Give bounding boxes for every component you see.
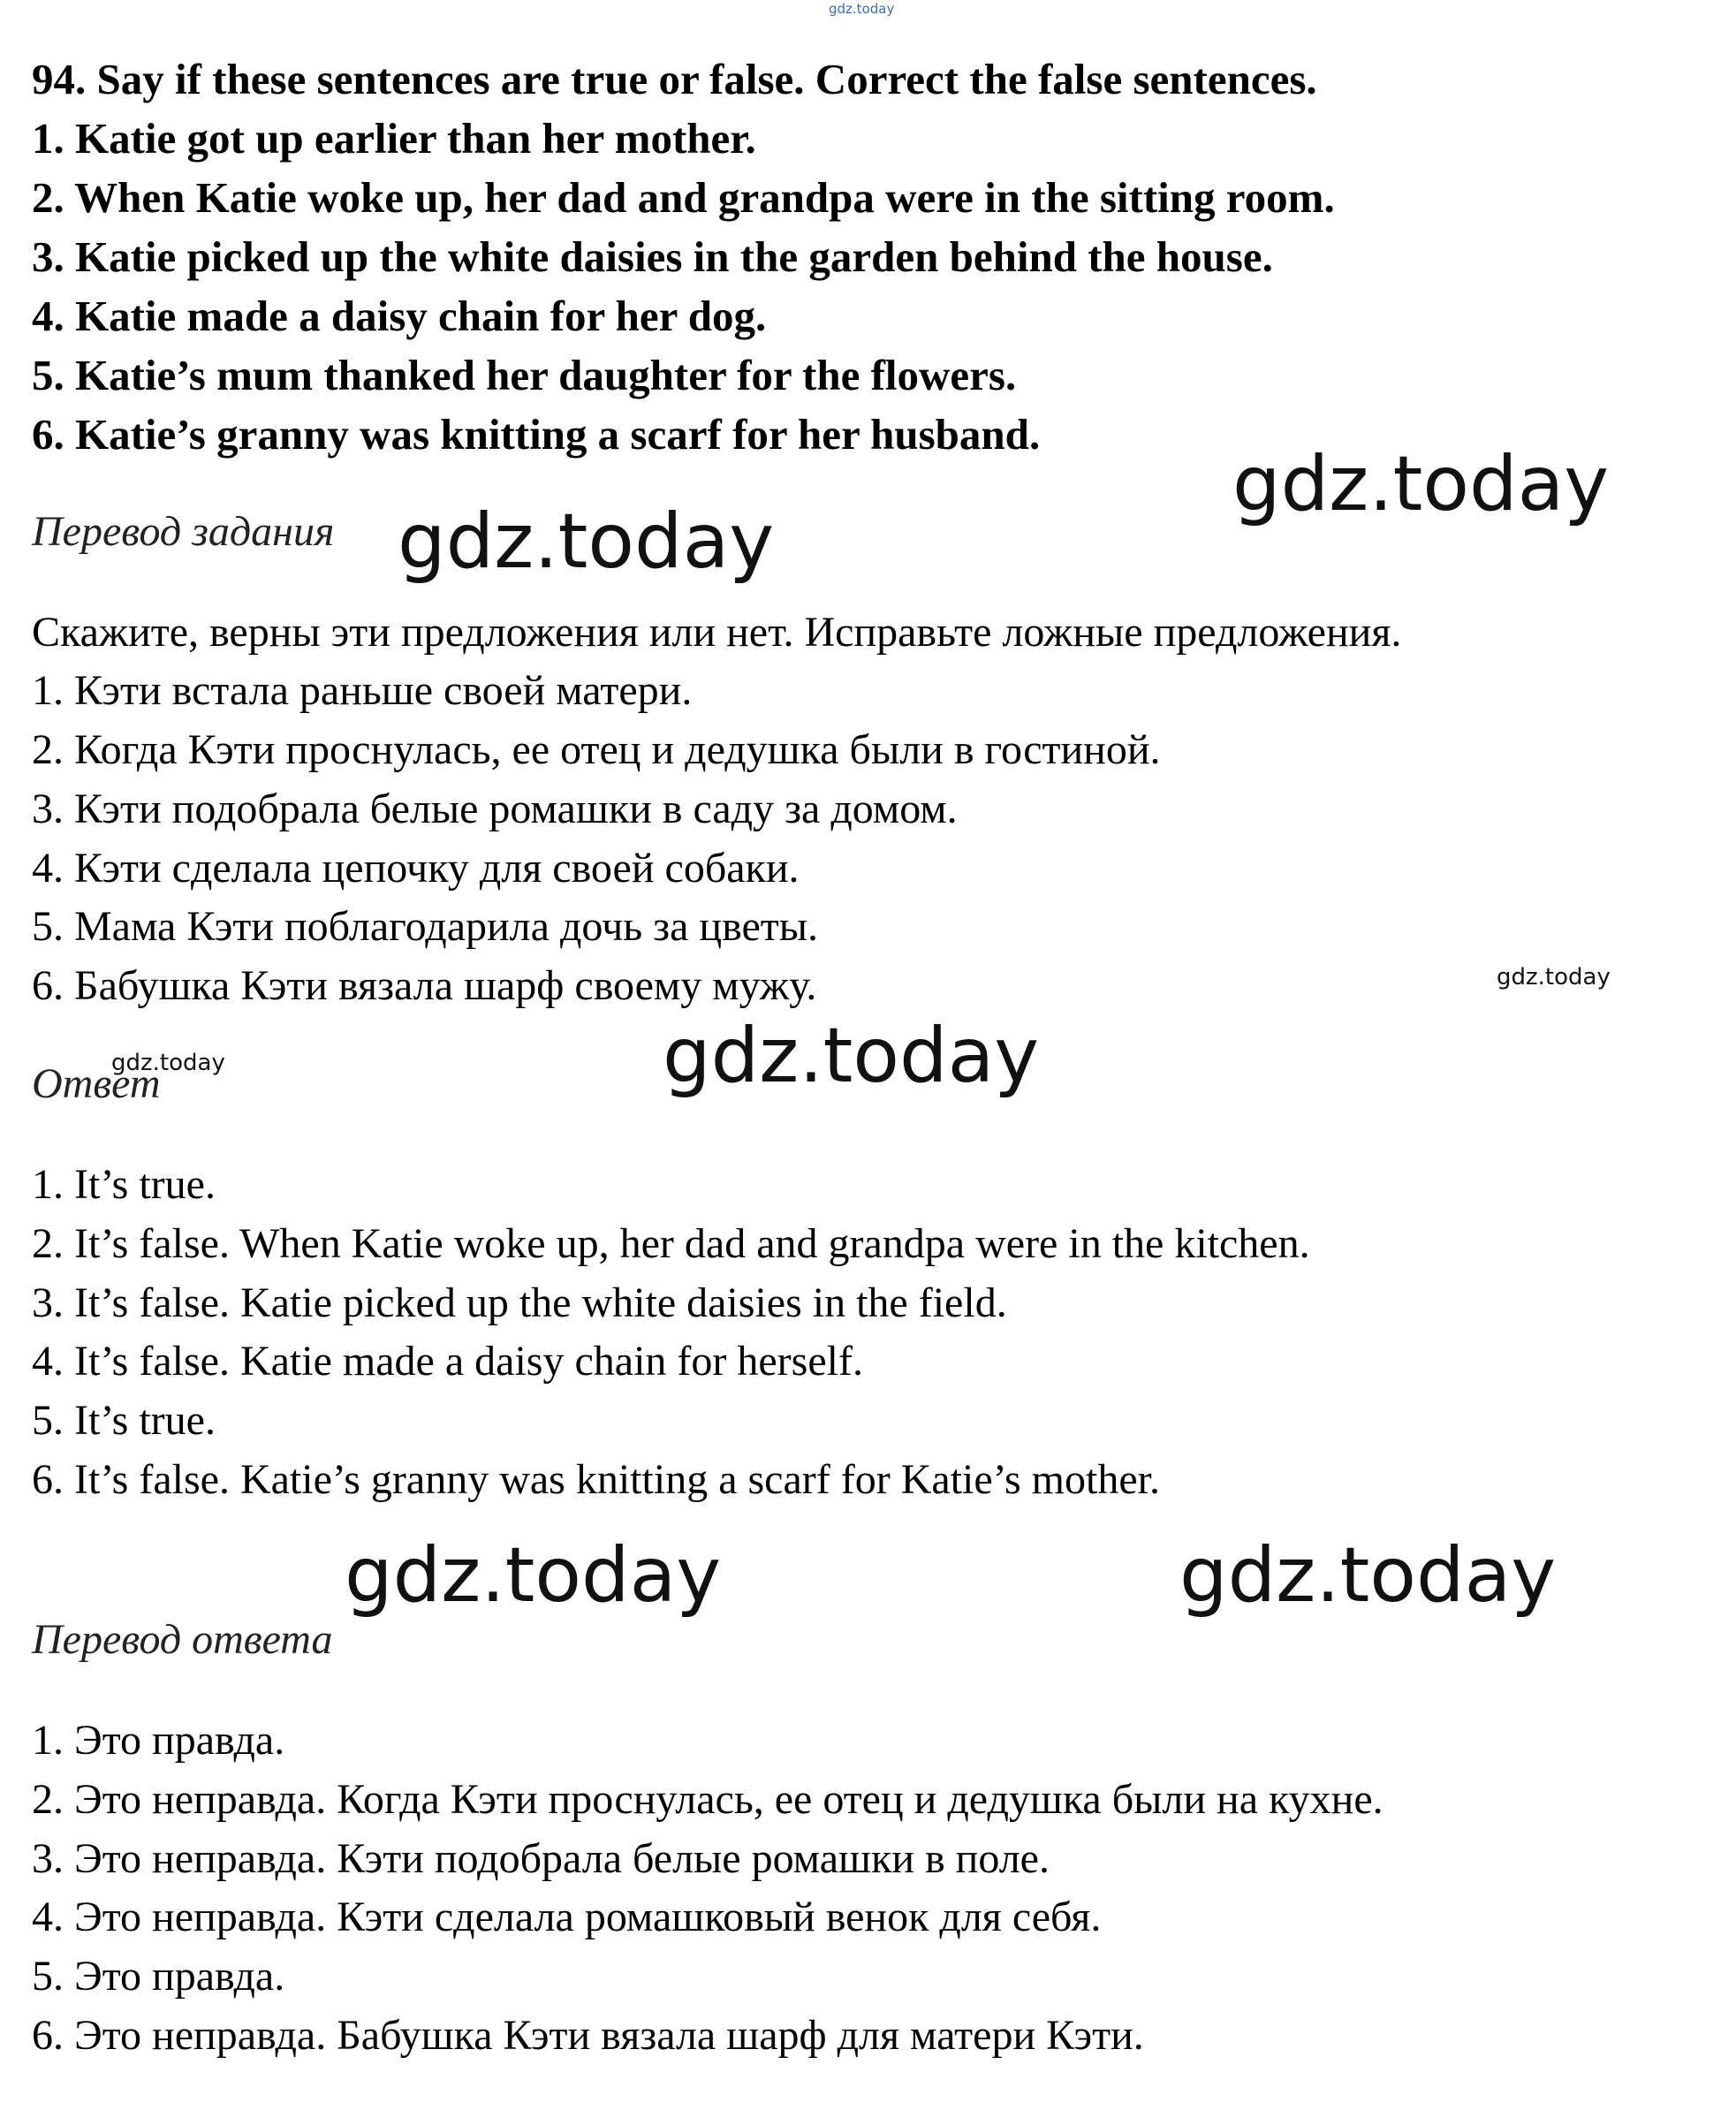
task-item: 4. Katie made a daisy chain for her dog. xyxy=(32,292,767,340)
task-translation-item: 3. Кэти подобрала белые ромашки в саду за домом. xyxy=(32,786,958,832)
answer-translation-item: 6. Это неправда. Бабушка Кэти вязала шарф для матери Кэти. xyxy=(32,2012,1144,2059)
answer-label: Ответ xyxy=(32,1060,161,1107)
watermark: gdz.today xyxy=(1232,440,1610,528)
answer-translation-label: Перевод ответа xyxy=(32,1616,333,1663)
answer-item: 6. It’s false. Katie’s granny was knitting a scarf for Katie’s mother. xyxy=(32,1456,1160,1503)
task-heading: 94. Say if these sentences are true or false. Correct the false sentences. xyxy=(32,55,1317,103)
watermark: gdz.today xyxy=(398,497,775,586)
watermark: gdz.today xyxy=(1497,964,1611,990)
answer-item: 2. It’s false. When Katie woke up, her dad and grandpa were in the kitchen. xyxy=(32,1220,1310,1267)
task-translation-item: 2. Когда Кэти проснулась, ее отец и дедушка были в гостиной. xyxy=(32,726,1161,773)
task-translation-heading: Скажите, верны эти предложения или нет. Исправьте ложные предложения. xyxy=(32,609,1402,656)
task-translation-item: 6. Бабушка Кэти вязала шарф своему мужу. xyxy=(32,962,817,1009)
task-translation-item: 5. Мама Кэти поблагодарила дочь за цветы. xyxy=(32,903,819,950)
answer-item: 5. It’s true. xyxy=(32,1397,216,1444)
answer-item: 1. It’s true. xyxy=(32,1161,216,1208)
watermark: gdz.today xyxy=(1179,1531,1557,1620)
task-item: 5. Katie’s mum thanked her daughter for the flowers. xyxy=(32,351,1017,399)
watermark: gdz.today xyxy=(345,1531,722,1620)
task-translation-item: 4. Кэти сделала цепочку для своей собаки. xyxy=(32,845,800,892)
answer-item: 3. It’s false. Katie picked up the white daisies in the field. xyxy=(32,1279,1007,1326)
task-item: 3. Katie picked up the white daisies in the garden behind the house. xyxy=(32,232,1273,281)
answer-translation-item: 4. Это неправда. Кэти сделала ромашковый венок для себя. xyxy=(32,1894,1102,1940)
task-item: 1. Katie got up earlier than her mother. xyxy=(32,114,756,163)
answer-translation-item: 2. Это неправда. Когда Кэти проснулась, ее отец и дедушка были на кухне. xyxy=(32,1776,1383,1823)
task-translation-label: Перевод задания xyxy=(32,508,335,555)
answer-translation-item: 5. Это правда. xyxy=(32,1953,285,2000)
task-item: 6. Katie’s granny was knitting a scarf for her husband. xyxy=(32,410,1041,459)
top-watermark: gdz.today xyxy=(829,1,895,17)
task-translation-item: 1. Кэти встала раньше своей матери. xyxy=(32,667,693,714)
watermark: gdz.today xyxy=(111,1050,225,1076)
answer-item: 4. It’s false. Katie made a daisy chain for herself. xyxy=(32,1338,863,1385)
answer-translation-item: 3. Это неправда. Кэти подобрала белые ромашки в поле. xyxy=(32,1835,1050,1882)
watermark: gdz.today xyxy=(663,1012,1040,1100)
task-item: 2. When Katie woke up, her dad and grandpa were in the sitting room. xyxy=(32,173,1335,222)
answer-translation-item: 1. Это правда. xyxy=(32,1717,285,1764)
